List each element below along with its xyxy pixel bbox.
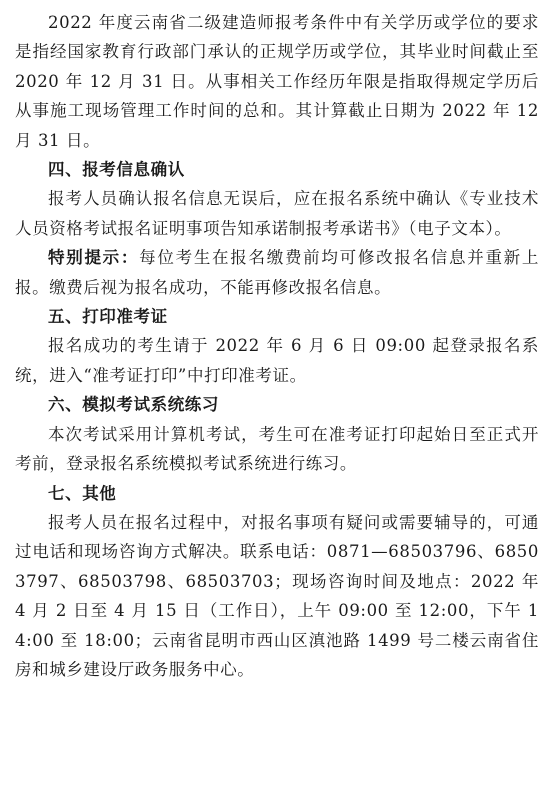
intro-paragraph: 2022 年度云南省二级建造师报考条件中有关学历或学位的要求是指经国家教育行政部门承认的正规学历或学位，其毕业时间截止至 2020 年 12 月 31 日。从事相关工作经历年限是指取得规定学历后从事施工现场管理工作时间的总和。其计算截止日期为 2022 年 12 月 31 日。 bbox=[15, 13, 539, 150]
special-note-paragraph bbox=[15, 243, 539, 302]
mock-exam-paragraph: 本次考试采用计算机考试，考生可在准考证打印起始日至正式开考前，登录报名系统模拟考试系统进行练习。 bbox=[15, 424, 539, 474]
section-heading-info-confirmation: 四、报考信息确认 bbox=[48, 160, 185, 180]
special-note-text: 每位考生在报名缴费前均可修改报名信息并重新上报。缴费后视为报名成功，不能再修改报名信息。 bbox=[15, 248, 540, 297]
section-heading-other: 七、其他 bbox=[48, 483, 117, 503]
print-admission-paragraph: 报名成功的考生请于 2022 年 6 月 6 日 09:00 起登录报名系统，进入“准考证打印”中打印准考证。 bbox=[15, 336, 539, 385]
section-heading-print-admission: 五、打印准考证 bbox=[48, 307, 168, 327]
special-note-label: 特别提示： bbox=[48, 248, 140, 268]
section-heading-mock-exam: 六、模拟考试系统练习 bbox=[48, 395, 219, 415]
info-confirmation-paragraph: 报考人员确认报名信息无误后，应在报名系统中确认《专业技术人员资格考试报名证明事项告知承诺制报考承诺书》（电子文本）。 bbox=[15, 189, 539, 238]
other-paragraph: 报考人员在报名过程中，对报名事项有疑问或需要辅导的，可通过电话和现场咨询方式解决。联系电话：0871—68503796、68503797、68503798、68503703；现场咨询时间及地点：2022 年 4 月 2 日至 4 月 15 日（工作日），上午 09:00 至 12:00，下午 14:00 至 18:00；云南省昆明市西山区滇池路 1499 号二楼云南省住房和城乡建设厅政务服务中心。 bbox=[15, 512, 539, 679]
